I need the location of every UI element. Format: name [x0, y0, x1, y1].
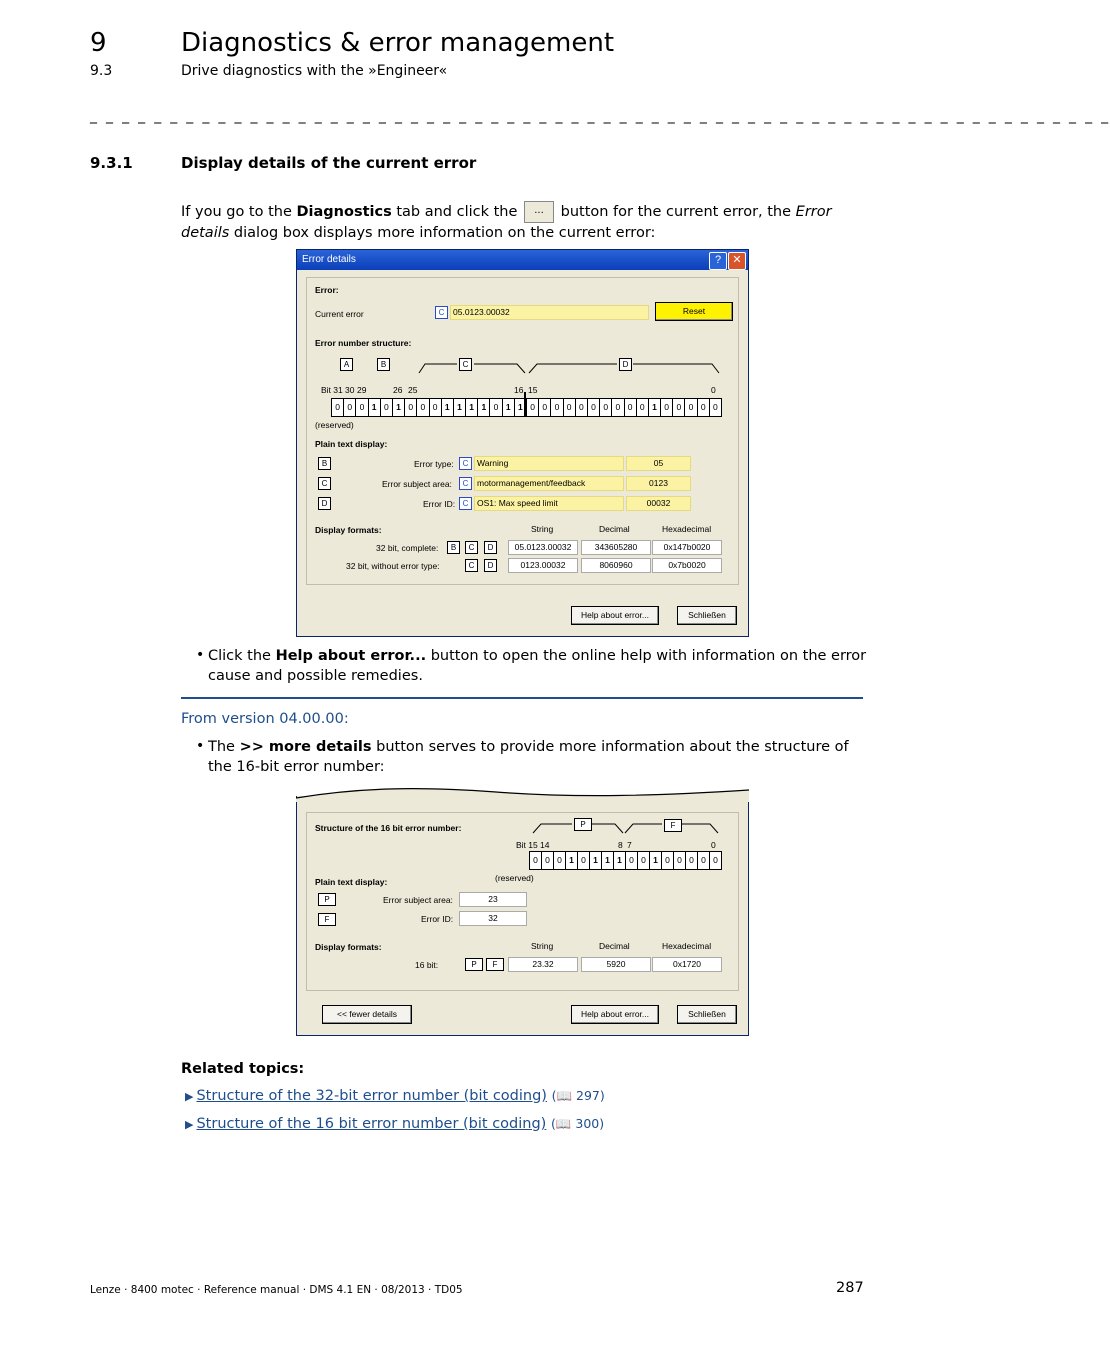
bit-cell: 0 — [417, 399, 429, 416]
bit-cell: 0 — [713, 855, 718, 865]
intro-text-1: If you go to the — [181, 204, 297, 220]
fewer-details-button[interactable]: << fewer details — [322, 1005, 412, 1024]
tag-a: A — [340, 358, 353, 371]
col-decimal: Decimal — [599, 524, 630, 534]
tag-p: P — [574, 818, 592, 831]
from-version-note: From version 04.00.00: — [181, 711, 349, 727]
bit-cell: 1 — [478, 399, 490, 416]
bullet1-text-1: Click the — [208, 648, 276, 664]
error-type-field[interactable]: Warning — [474, 456, 624, 471]
tag-c: C — [459, 358, 472, 371]
triangle-right-icon: ▶ — [185, 1090, 194, 1103]
more-details-panel — [306, 812, 739, 991]
help-about-error-button[interactable]: Help about error... — [571, 606, 659, 625]
row2-string-field[interactable]: 0123.00032 — [508, 558, 578, 573]
book-icon: 📖 — [555, 1116, 572, 1131]
bullet-text-2 — [208, 737, 868, 777]
bit-cell: 0 — [405, 399, 417, 416]
bit-cell: 1 — [466, 399, 478, 416]
tag-c-id: C — [459, 497, 472, 510]
bit-cell: 0 — [713, 402, 718, 412]
bullet2-bold: >> more details — [239, 739, 372, 755]
row1-string-field[interactable]: 05.0123.00032 — [508, 540, 578, 555]
bit-field-16 — [529, 851, 722, 870]
subsection-title: Display details of the current error — [181, 154, 477, 172]
bit-cell: 0 — [673, 399, 685, 416]
bit-cell: 1 — [369, 399, 381, 416]
bit0-label: 0 — [711, 385, 716, 395]
bit-cell: 0 — [588, 399, 600, 416]
intro-bold-diagnostics: Diagnostics — [296, 204, 392, 220]
bit-cell: 1 — [602, 852, 614, 869]
subject16-field[interactable]: 23 — [459, 892, 527, 907]
bit-cell: 0 — [625, 399, 637, 416]
tag-c-current: C — [435, 306, 448, 319]
col-string: String — [531, 524, 554, 534]
tag-b: B — [377, 358, 390, 371]
header-separator: _ _ _ _ _ _ _ _ _ _ _ _ _ _ _ _ _ _ _ _ _ _ _ _ _ _ _ _ _ _ _ _ _ _ _ _ _ _ _ _ _ _ _ _ _ _ _ _ _ _ _ _ _ _ _ _ _ _ _ _ _ _ _ _ — [90, 108, 1110, 124]
bit-group-braces — [307, 278, 738, 378]
row1-decimal-field[interactable]: 343605280 — [581, 540, 651, 555]
bit-cell: 0 — [554, 852, 566, 869]
tag-f: F — [664, 819, 682, 832]
chapter-title: Diagnostics & error management — [181, 28, 615, 58]
error-id-label: Error ID: — [423, 499, 456, 509]
error-id-field[interactable]: OS1: Max speed limit — [474, 496, 624, 511]
error-details-panel — [306, 277, 739, 585]
bit-cell: 0 — [637, 399, 649, 416]
bit-cell: 1 — [566, 852, 578, 869]
bit-cell: 0 — [576, 399, 588, 416]
bit30-label: 30 — [345, 385, 355, 395]
tag-d-row: D — [318, 497, 331, 510]
formats16-label: Display formats: — [315, 942, 382, 952]
bit-cell: 0 — [527, 399, 539, 416]
bit15-16-label: Bit 15 — [516, 840, 538, 850]
error-details-dialog — [296, 249, 749, 637]
tag-p-f: P — [465, 958, 483, 971]
bit-cell: 1 — [442, 399, 454, 416]
subject-area-label: Error subject area: — [382, 479, 452, 489]
dialog-title-bar — [297, 250, 748, 270]
bit14-16-label: 14 — [540, 840, 550, 850]
bullet-marker-2: • — [196, 738, 205, 754]
row1-hex-field[interactable]: 0x147b0020 — [652, 540, 722, 555]
bit-cell: 0 — [539, 399, 551, 416]
errid16-label: Error ID: — [421, 914, 454, 924]
intro-text-3: button for the current error, the — [556, 204, 796, 220]
bit-cell: 0 — [698, 399, 710, 416]
related-item-2 — [185, 1116, 604, 1132]
bit-cell: 1 — [515, 399, 527, 416]
col16-string: String — [531, 941, 554, 951]
page-number: 287 — [836, 1280, 864, 1296]
bit25-label: 25 — [408, 385, 418, 395]
errid16-field[interactable]: 32 — [459, 911, 527, 926]
related-item-1 — [185, 1088, 605, 1104]
col16-decimal: Decimal — [599, 941, 630, 951]
tag-f-row: F — [318, 913, 336, 926]
row16-hex-field[interactable]: 0x1720 — [652, 957, 722, 972]
reserved16-label: (reserved) — [495, 873, 534, 883]
triangle-right-icon: ▶ — [185, 1118, 194, 1131]
bit-cell: 0 — [356, 399, 368, 416]
bullet2-text-1: The — [208, 739, 240, 755]
bit-cell: 1 — [454, 399, 466, 416]
tag-d-f1: D — [484, 541, 497, 554]
tag-p-row: P — [318, 893, 336, 906]
section-title: Drive diagnostics with the »Engineer« — [181, 63, 448, 79]
bit-cell: 0 — [344, 399, 356, 416]
bit-cell: 0 — [578, 852, 590, 869]
tag-b-f1: B — [447, 541, 460, 554]
subject-area-field[interactable]: motormanagement/feedback — [474, 476, 624, 491]
subsection-number: 9.3.1 — [90, 154, 133, 172]
bit7-16-label: 7 — [627, 840, 632, 850]
bit-separator — [524, 392, 526, 417]
subject-area-code-field[interactable]: 0123 — [626, 476, 691, 491]
more-details-dialog — [296, 796, 749, 1036]
bit-cell: 0 — [542, 852, 554, 869]
bullet1-text-2: button to open the online help with information on the error cause and possible remedies. — [208, 648, 867, 684]
help-title-button[interactable]: ? — [709, 252, 727, 270]
bit-cell: 0 — [662, 852, 674, 869]
bit29-label: 29 — [357, 385, 367, 395]
subject16-label: Error subject area: — [383, 895, 453, 905]
close-title-button[interactable]: ✕ — [728, 252, 746, 270]
bit-cell: 0 — [600, 399, 612, 416]
bit-cell: 1 — [590, 852, 602, 869]
col16-hex: Hexadecimal — [662, 941, 712, 951]
bit-cell: 0 — [430, 399, 442, 416]
tag-d-f2: D — [484, 559, 497, 572]
current-error-label: Current error — [315, 309, 364, 319]
reserved-label: (reserved) — [315, 420, 354, 430]
plain16-label: Plain text display: — [315, 877, 388, 887]
row16-label: 16 bit: — [415, 960, 439, 970]
display-formats-label: Display formats: — [315, 525, 382, 535]
intro-text-2: tab and click the — [391, 204, 523, 220]
row2-hex-field[interactable]: 0x7b0020 — [652, 558, 722, 573]
chapter-number: 9 — [90, 28, 107, 58]
bit-cell: 0 — [686, 852, 698, 869]
current-error-field[interactable]: 05.0123.00032 — [450, 305, 649, 320]
intro-paragraph — [181, 201, 863, 243]
page-ref-2[interactable]: (📖 300) — [550, 1116, 605, 1131]
row16-string-field[interactable]: 23.32 — [508, 957, 578, 972]
bit8-16-label: 8 — [618, 840, 623, 850]
bullet1-bold: Help about error... — [275, 648, 427, 664]
bit-cell: 0 — [612, 399, 624, 416]
bit-field-32 — [331, 398, 722, 417]
error-type-label: Error type: — [414, 459, 454, 469]
bit15-label: 15 — [528, 385, 538, 395]
row2-decimal-field[interactable]: 8060960 — [581, 558, 651, 573]
related-link-2[interactable]: Structure of the 16 bit error number (bit coding) — [196, 1116, 547, 1132]
page-ref-1[interactable]: (📖 297) — [551, 1088, 605, 1103]
intro-text-4: dialog box displays more information on the current error: — [229, 225, 656, 241]
error-id-code-field[interactable]: 00032 — [626, 496, 691, 511]
bit-cell: 0 — [381, 399, 393, 416]
bit-cell: 1 — [503, 399, 515, 416]
torn-edge — [296, 788, 749, 802]
bit-cell: 0 — [551, 399, 563, 416]
tag-c-row: C — [318, 477, 331, 490]
help-about-error-button-2[interactable]: Help about error... — [571, 1005, 659, 1024]
related-topics-heading: Related topics: — [181, 1061, 305, 1077]
bit-cell: 0 — [685, 399, 697, 416]
blue-divider — [181, 697, 863, 699]
bit0-16-label: 0 — [711, 840, 716, 850]
bullet-marker-1: • — [196, 647, 205, 663]
bit-cell: 1 — [614, 852, 626, 869]
tag-c-type: C — [459, 457, 472, 470]
bit-cell: 1 — [649, 399, 661, 416]
close-dialog-button[interactable]: Schließen — [677, 606, 737, 625]
section-number: 9.3 — [90, 63, 113, 79]
intro-italic-error-details: Error details — [181, 204, 832, 241]
bit-cell: 0 — [698, 852, 710, 869]
bit-cell: 0 — [490, 399, 502, 416]
dialog-title: Error details — [302, 254, 356, 265]
related-link-1[interactable]: Structure of the 32-bit error number (bit coding) — [196, 1088, 547, 1104]
row2-label: 32 bit, without error type: — [346, 561, 440, 571]
tag-f-f: F — [486, 958, 504, 971]
bit-cell: 0 — [530, 852, 542, 869]
book-icon: 📖 — [556, 1088, 573, 1103]
bit-cell: 0 — [674, 852, 686, 869]
plain-text-label: Plain text display: — [315, 439, 388, 449]
tag-d: D — [619, 358, 632, 371]
bit-cell: 0 — [626, 852, 638, 869]
bit-cell: 1 — [650, 852, 662, 869]
bit-cell: 0 — [661, 399, 673, 416]
bit16-label: 16 — [514, 385, 524, 395]
tag-c-f1: C — [465, 541, 478, 554]
tag-c-f2: C — [465, 559, 478, 572]
error-group-label: Error: — [315, 285, 339, 295]
tag-b-row: B — [318, 457, 331, 470]
structure-label: Error number structure: — [315, 338, 412, 348]
structure16-label: Structure of the 16 bit error number: — [315, 823, 462, 833]
bullet2-text-2: button serves to provide more information about the structure of the 16-bit error number: — [208, 739, 849, 775]
close-dialog-button-2[interactable]: Schließen — [677, 1005, 737, 1024]
bit-cell: 0 — [564, 399, 576, 416]
tag-c-subject: C — [459, 477, 472, 490]
bullet-text-1 — [208, 646, 868, 686]
bit16-group-braces — [307, 813, 738, 843]
error-type-code-field[interactable]: 05 — [626, 456, 691, 471]
page-number-1: 297 — [576, 1088, 600, 1103]
row1-label: 32 bit, complete: — [376, 543, 439, 553]
bit-cell: 0 — [638, 852, 650, 869]
bit31-label: Bit 31 — [321, 385, 343, 395]
bit-cell: 0 — [332, 399, 344, 416]
bit-cell: 1 — [393, 399, 405, 416]
footer-text: Lenze · 8400 motec · Reference manual · DMS 4.1 EN · 08/2013 · TD05 — [90, 1284, 463, 1296]
row16-decimal-field[interactable]: 5920 — [581, 957, 651, 972]
bit26-label: 26 — [393, 385, 403, 395]
page-number-2: 300 — [575, 1116, 600, 1131]
reset-button[interactable]: Reset — [655, 302, 733, 321]
col-hex: Hexadecimal — [662, 524, 712, 534]
ellipsis-button-image: ... — [524, 201, 554, 223]
